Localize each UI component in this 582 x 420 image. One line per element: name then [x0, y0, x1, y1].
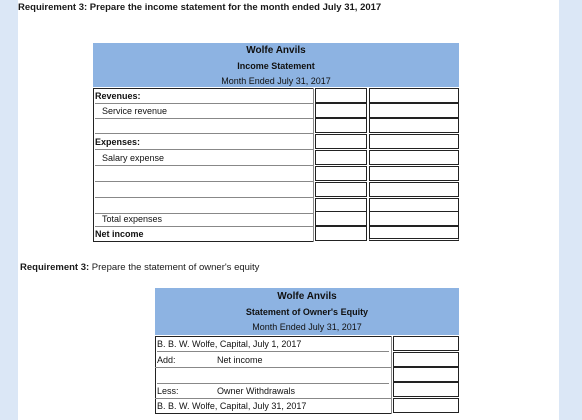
equity-net-income-amount[interactable] [393, 352, 459, 367]
income-company-name: Wolfe Anvils [246, 45, 306, 56]
beginning-capital-label: B. B. W. Wolfe, Capital, July 1, 2017 [157, 337, 389, 352]
requirement-3-equity-heading [20, 262, 259, 273]
ending-capital-amount[interactable] [393, 398, 459, 413]
requirement-text: Prepare the statement of owner's equity [89, 262, 260, 273]
window-left-margin [0, 0, 18, 420]
less-label: Less: [157, 386, 179, 396]
service-revenue-amount-1[interactable] [315, 103, 367, 118]
window-right-margin [559, 0, 582, 420]
total-expenses-amount-1[interactable] [315, 211, 367, 226]
equity-statement-title: Statement of Owner's Equity [245, 307, 369, 317]
equity-statement-period: Month Ended July 31, 2017 [252, 322, 362, 332]
ending-capital-label: B. B. W. Wolfe, Capital, July 31, 2017 [157, 401, 307, 411]
total-expenses-label: Total expenses [95, 212, 313, 227]
requirement-label: Requirement 3: [20, 262, 90, 273]
total-expenses-amount-2[interactable] [369, 211, 459, 226]
income-statement-header [93, 43, 459, 87]
income-row-5-amount-2[interactable] [369, 166, 459, 181]
income-row-6-amount-1[interactable] [315, 182, 367, 197]
equity-company-name: Wolfe Anvils [277, 291, 337, 302]
net-income-item-label: Net income [217, 355, 263, 365]
income-row-3-amount-1[interactable] [315, 134, 367, 149]
owner-withdrawals-amount[interactable] [393, 382, 459, 397]
net-income-amount-2[interactable] [369, 226, 459, 241]
income-row-2-label[interactable] [95, 119, 313, 134]
income-statement-title: Income Statement [237, 61, 315, 71]
owners-equity-header [155, 288, 459, 335]
revenues-label: Revenues: [95, 89, 313, 104]
income-row-0-amount-1[interactable] [315, 88, 367, 103]
income-row-5-label[interactable] [95, 167, 313, 182]
income-row-2-amount-1[interactable] [315, 118, 367, 133]
net-income-label: Net income [95, 229, 144, 239]
income-statement-period: Month Ended July 31, 2017 [221, 76, 331, 86]
salary-expense-amount-2[interactable] [369, 150, 459, 165]
income-row-6-amount-2[interactable] [369, 182, 459, 197]
income-row-3-amount-2[interactable] [369, 134, 459, 149]
income-row-2-amount-2[interactable] [369, 118, 459, 133]
equity-row-2-amount[interactable] [393, 367, 459, 382]
service-revenue-amount-2[interactable] [369, 103, 459, 118]
income-row-5-amount-1[interactable] [315, 166, 367, 181]
net-income-amount-1[interactable] [315, 226, 367, 241]
income-row-6-label[interactable] [95, 183, 313, 198]
worksheet [18, 0, 559, 420]
income-statement-grid [93, 88, 459, 242]
salary-expense-amount-1[interactable] [315, 150, 367, 165]
add-label: Add: [157, 355, 176, 365]
requirement-3-income-heading: Requirement 3: Prepare the income statement for the month ended July 31, 2017 [18, 2, 382, 13]
owner-withdrawals-label: Owner Withdrawals [217, 386, 296, 396]
service-revenue-label: Service revenue [95, 104, 313, 119]
income-row-0-amount-2[interactable] [369, 88, 459, 103]
equity-row-2-label[interactable] [157, 369, 389, 384]
expenses-label: Expenses: [95, 135, 313, 150]
salary-expense-label: Salary expense [95, 151, 313, 166]
beginning-capital-amount[interactable] [393, 336, 459, 351]
owners-equity-grid [155, 336, 459, 414]
